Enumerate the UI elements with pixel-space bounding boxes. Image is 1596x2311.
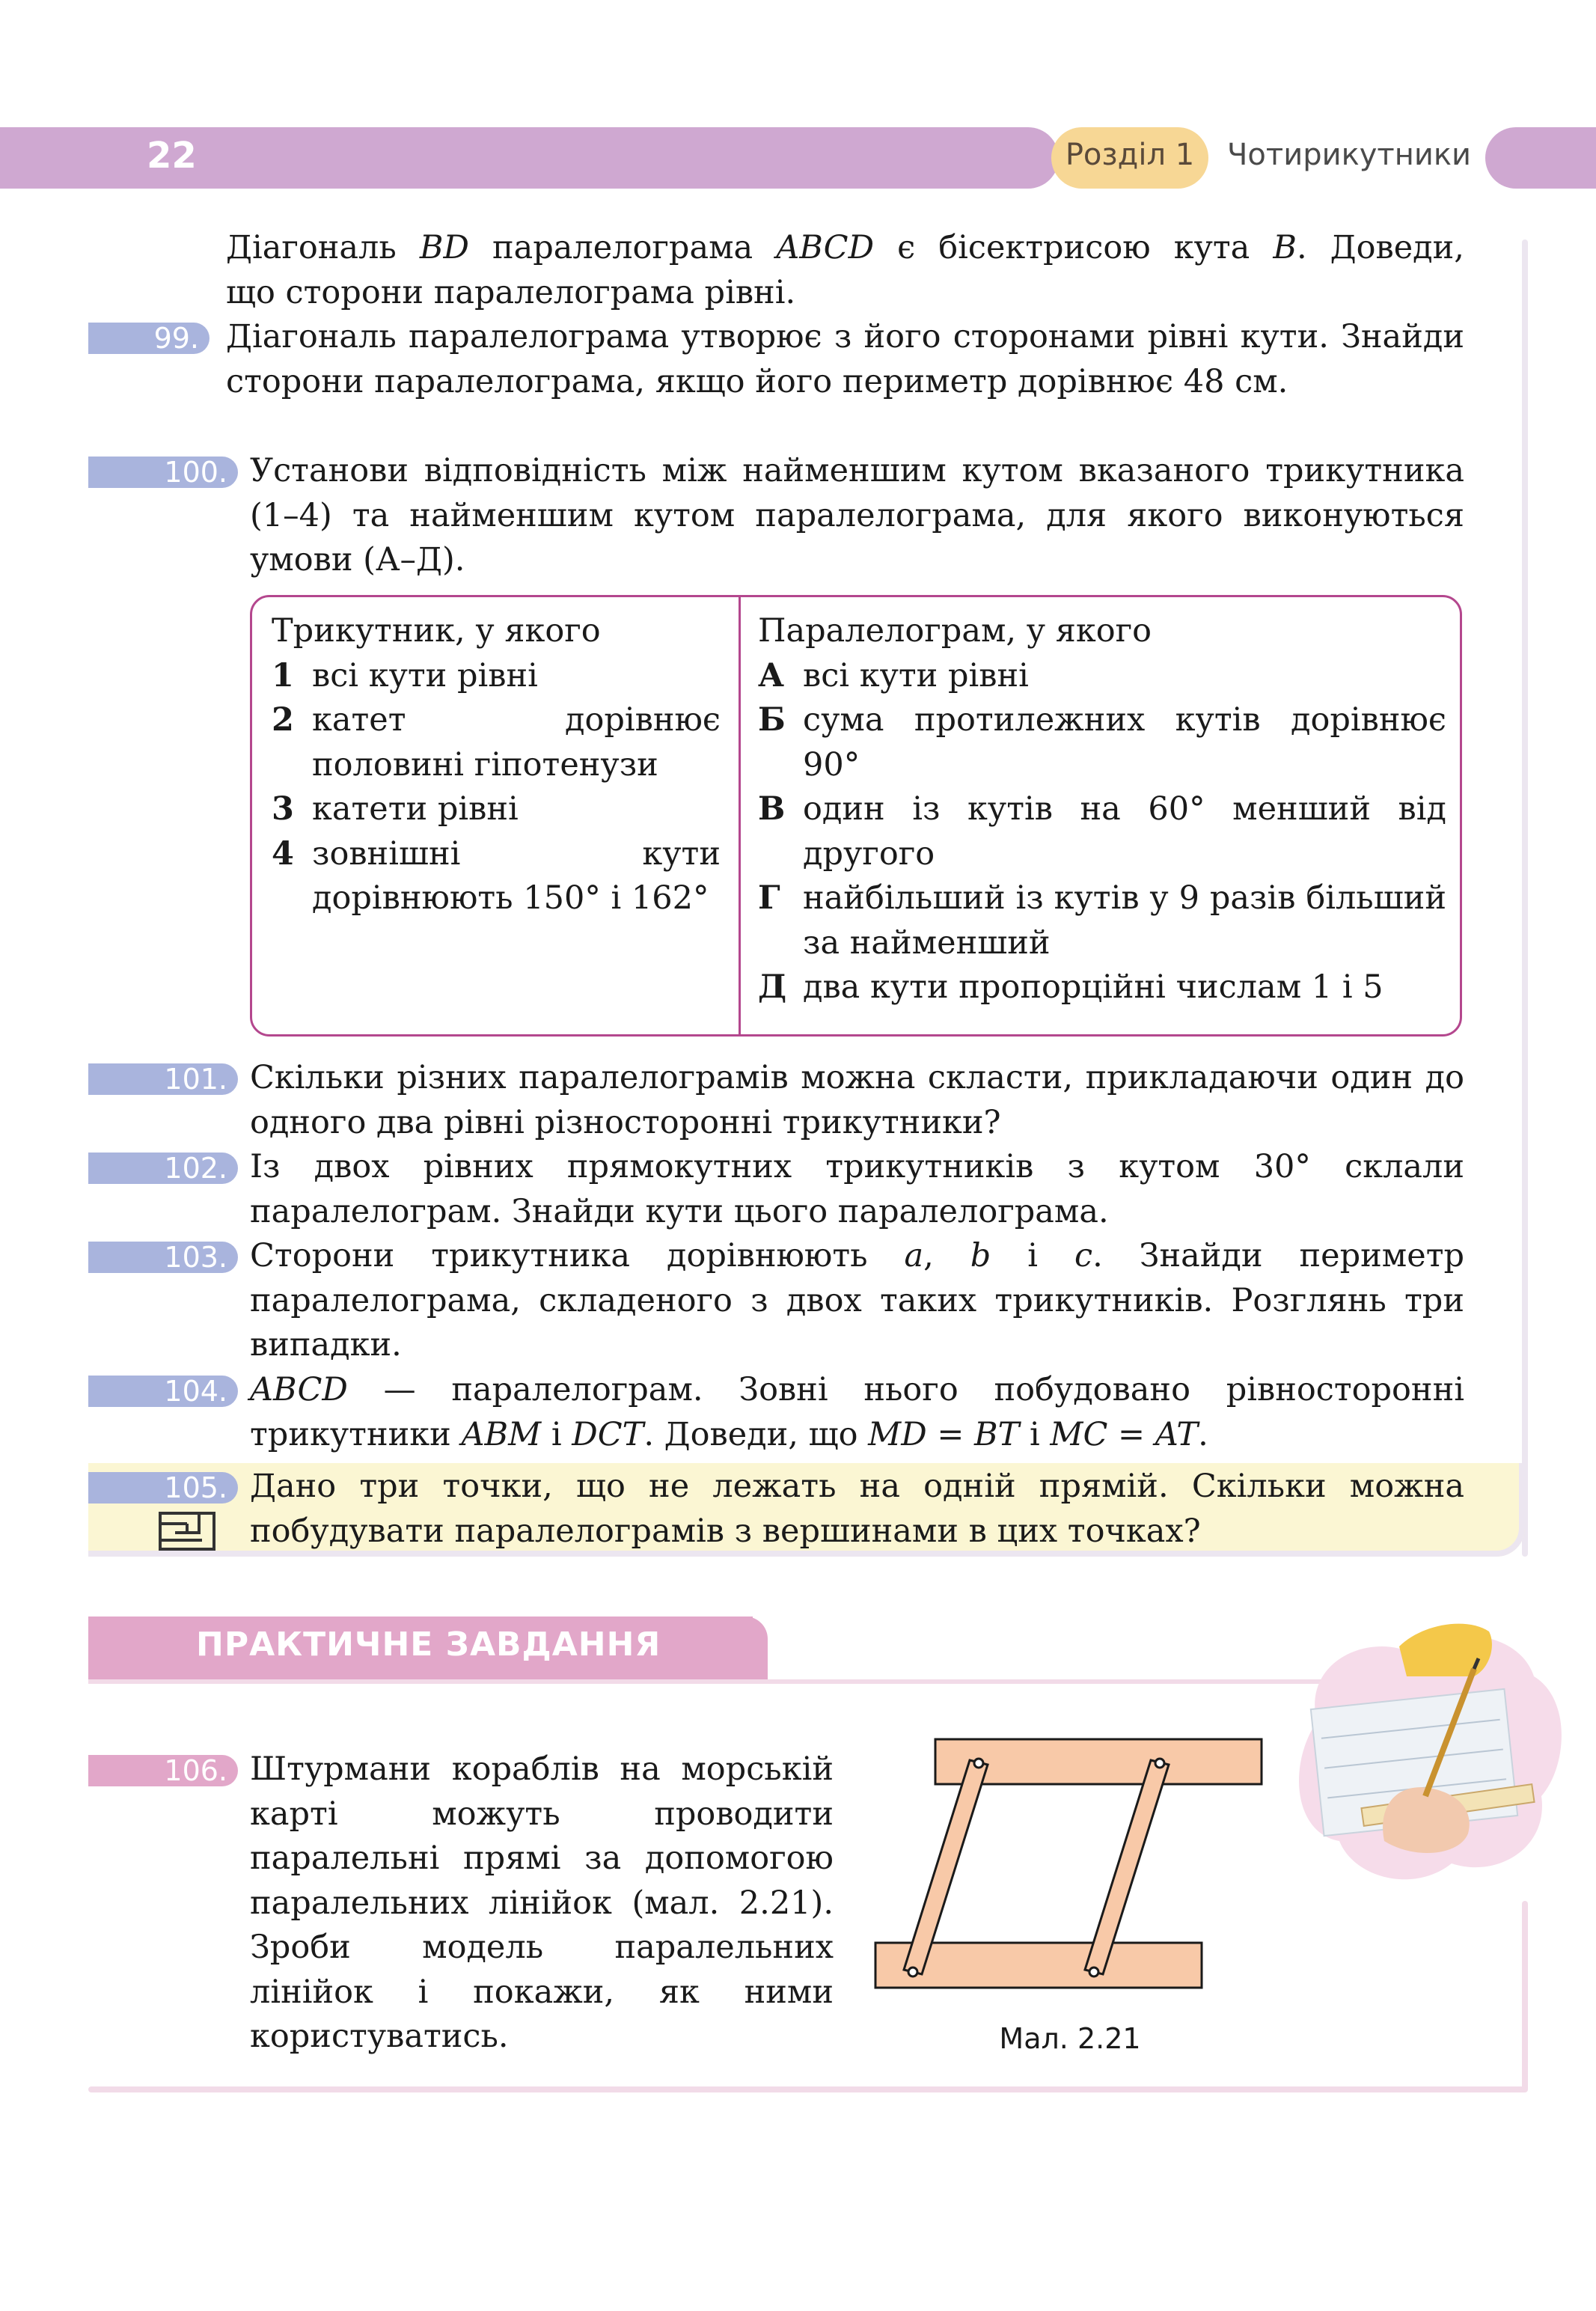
maze-icon — [157, 1510, 217, 1552]
exercise-104-text: ABCD — паралелограм. Зовні нього побудовано рівносторонні трикутники ABM і DCT. Доведи, що MD = BT і MC = AT. — [250, 1371, 1464, 1453]
exercise-number-105: 105. — [88, 1472, 238, 1503]
exercise-number-106: 106. — [88, 1755, 238, 1786]
practice-title: ПРАКТИЧНЕ ЗАВДАННЯ — [196, 1625, 661, 1664]
triangle-column — [272, 609, 721, 921]
parallelogram-item: В один із кутів на 60° менший від другого — [758, 790, 1446, 873]
exercise-101-text: Скільки різних паралелограмів можна скласти, прикладаючи один до одного два рівні різносторонні трикутники? — [250, 1059, 1464, 1141]
exercise-99-text: Діагональ паралелограма утворює з його сторонами рівні кути. Знайди сторони паралелограма, якщо його периметр дорівнює 48 см. — [226, 318, 1464, 400]
figure-caption: Мал. 2.21 — [999, 2022, 1141, 2055]
triangle-item: 3 катети рівні — [272, 790, 519, 828]
exercise-number-101: 101. — [88, 1063, 238, 1095]
exercise-number-99: 99. — [88, 323, 210, 354]
triangle-item: 2 катет дорівнює половині гіпотенузи — [272, 701, 721, 784]
matching-table — [250, 595, 1462, 1037]
exercise-105-text: Дано три точки, що не лежать на одній прямій. Скільки можна побудувати паралелограмів з вершинами в цих точках? — [250, 1468, 1464, 1550]
parallelogram-item: Д два кути пропорційні числам 1 і 5 — [758, 968, 1383, 1006]
right-margin-rule — [1522, 239, 1528, 1557]
triangle-item: 4 зовнішні кути дорівнюють 150° і 162° — [272, 834, 721, 917]
exercise-number-100: 100. — [88, 457, 238, 488]
page-header — [0, 127, 1596, 189]
exercise-102-text: Із двох рівних прямокутних трикутників з кутом 30° склали паралелограм. Знайди кути цього паралелограма. — [250, 1148, 1464, 1230]
header-band-right — [1485, 127, 1596, 189]
parallelogram-item: Б сума протилежних кутів дорівнює 90° — [758, 701, 1446, 784]
page-number: 22 — [147, 135, 197, 177]
exercise-106-text: Штурмани кораблів на морській карті можуть проводити паралельні прямі за допомогою паралельних лінійок (мал. 2.21). Зроби модель паралельних лінійок і покажи, як ними користуватись. — [250, 1750, 834, 2055]
practice-bottom-rule — [88, 2086, 1528, 2092]
triangle-item: 1 всі кути рівні — [272, 656, 538, 694]
parallel-rulers-figure — [868, 1729, 1287, 2006]
exercise-number-103: 103. — [88, 1242, 238, 1273]
practice-right-rule — [1522, 1901, 1528, 2092]
section-label: Розділ 1 — [1065, 138, 1195, 172]
exercise-number-104: 104. — [88, 1376, 238, 1407]
exercise-103-text: Сторони трикутника дорівнюють a, b і c. Знайди периметр паралелограма, складеного з двох таких трикутників. Розглянь три випадки. — [250, 1237, 1465, 1364]
exercise-98-text: Діагональ BD паралелограма ABCD є бісектрисою кута B. Доведи, що сторони паралелограма рівні. — [226, 229, 1464, 311]
parallelogram-item: А всі кути рівні — [758, 656, 1029, 694]
triangle-column-header: Трикутник, у якого — [272, 612, 601, 650]
exercise-number-102: 102. — [88, 1153, 238, 1184]
practice-rule — [88, 1679, 1405, 1684]
exercise-100-text: Установи відповідність між найменшим кутом вказаного трикутника (1–4) та найменшим кутом паралелограма, для якого виконуються умови (А–Д). — [250, 452, 1464, 578]
parallelogram-column-header: Паралелограм, у якого — [758, 612, 1152, 650]
hand-drawing-with-ruler-illustration — [1272, 1617, 1571, 1893]
table-divider — [739, 597, 741, 1034]
parallelogram-column — [758, 609, 1446, 1010]
chapter-title: Чотирикутники — [1227, 138, 1472, 172]
parallelogram-item: Г найбільший із кутів у 9 разів більший за найменший — [758, 879, 1446, 962]
